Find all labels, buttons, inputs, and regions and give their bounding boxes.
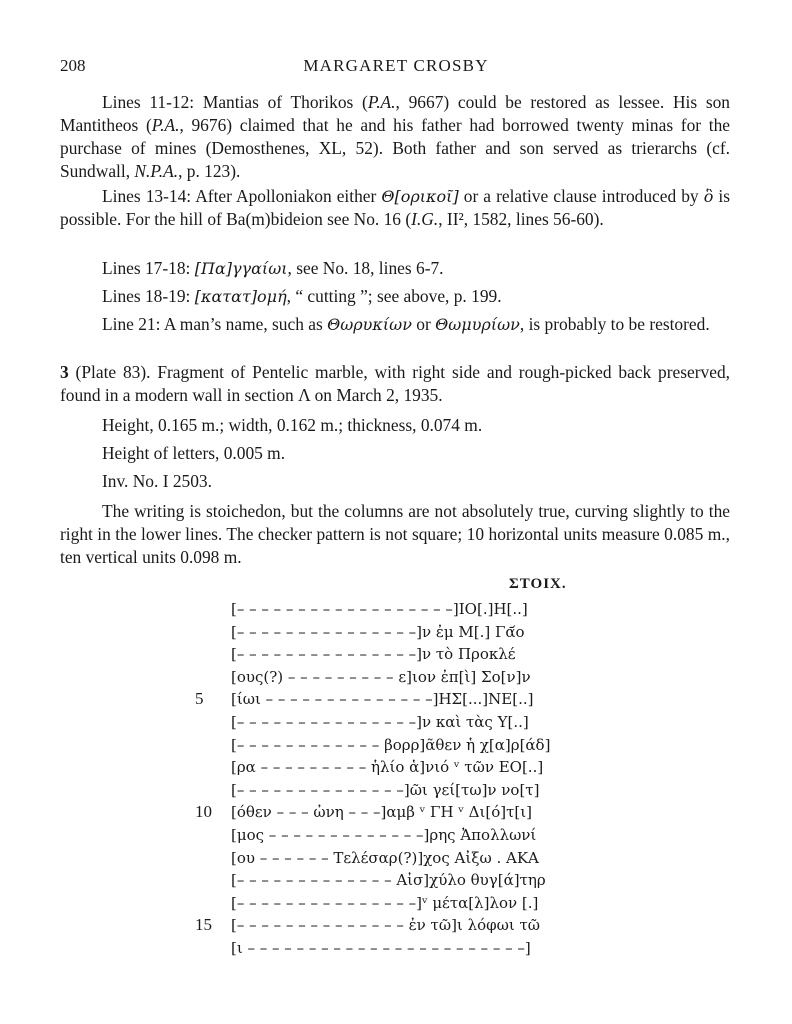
inscription-line (195, 937, 575, 960)
entry-description: The writing is stoichedon, but the columns are not absolutely true, curving slightly to the right in the lower lines. The checker pattern is not square; 10 horizontal units measure 0.085 m., ten vertical units 0.098 m. (60, 501, 730, 567)
inscription-line-text: [ρα – – – – – – – – – ἡλίο ἁ]νιό ᵛ τῶν ΕΟ[..] (231, 758, 544, 777)
line-number: 15 (195, 915, 212, 935)
citation: I.G. (411, 209, 439, 229)
commentary-paragraph (60, 257, 730, 280)
commentary-text: Mantias of Thorikos ( (194, 92, 368, 112)
inscription-line (195, 892, 575, 915)
commentary-text: , 9676) claimed that he and his father had borrowed twenty minas for the purchase of mines (Demosthenes, XL, 52). Both father and son served as trierarchs (cf. Sundwall, (60, 115, 730, 181)
commentary-paragraph (60, 185, 730, 231)
commentary-paragraph (60, 313, 730, 336)
commentary-text: or a relative clause introduced by (458, 186, 704, 206)
commentary-lead: Lines 17-18: (102, 258, 191, 278)
greek-text: [κατατ]ομή (194, 287, 287, 306)
entry-inventory: Inv. No. I 2503. (102, 471, 212, 491)
inscription-line (195, 914, 575, 937)
commentary-lead: Lines 18-19: (102, 286, 191, 306)
inscription-line (195, 711, 575, 734)
inscription-line (195, 598, 575, 621)
inscription-line-text: [– – – – – – – – – – – – – – ἐν τῶ]ι λόφωι τῶ (231, 916, 541, 935)
commentary-text: A man’s name, such as (160, 314, 328, 334)
inscription-line-text: [ίωι – – – – – – – – – – – – – –]ΗΣ[...]ΝΕ[..] (231, 690, 534, 709)
inscription-line-text: [ι – – – – – – – – – – – – – – – – – – – – – – –] (231, 938, 531, 957)
page-number: 208 (60, 56, 86, 75)
entry-number: 3 (60, 362, 69, 382)
inscription-line (195, 643, 575, 666)
commentary-lead: Line 21: (102, 314, 161, 334)
inscription-line-text: [– – – – – – – – – – – – – –]ῶι γεί[τω]ν νο[τ] (231, 780, 540, 799)
entry-paragraph (60, 361, 730, 407)
inscription-line-text: [– – – – – – – – – – – – βορρ]ᾶθεν ἡ χ[α]ρ[άδ] (231, 735, 551, 754)
greek-text: Θωρυκίων (327, 315, 412, 334)
inscription-line-text: [– – – – – – – – – – – – – – – – – –]ΙΟ[.]Η[..] (231, 600, 528, 618)
stoichedon-label: ΣΤΟΙΧ. (509, 576, 567, 592)
inscription-line (195, 847, 575, 870)
commentary-paragraph (60, 91, 730, 183)
inscription-line (195, 801, 575, 824)
commentary-text: , see No. 18, lines 6-7. (287, 258, 444, 278)
inscription-line-text: [μος – – – – – – – – – – – – –]ρης Ἀπολλωνί (231, 825, 537, 844)
commentary-text: , 9667) could be restored as lessee. His son Mantitheos ( (60, 92, 730, 135)
inscription-line (195, 666, 575, 689)
commentary-text: , II², 1582, lines 56-60). (438, 209, 604, 229)
line-number: 10 (195, 802, 212, 822)
inscription-line (195, 734, 575, 757)
inscription-line-text: [– – – – – – – – – – – – – Αἰσ]χύλο θυγ[ά]τηρ (231, 871, 546, 890)
commentary-text: , “ cutting ”; see above, p. 199. (286, 286, 502, 306)
inscription-line (195, 688, 575, 711)
inscription-line (195, 824, 575, 847)
line-number: 5 (195, 689, 204, 709)
greek-text: Θωμυρίων (435, 315, 520, 334)
greek-text: ὃ (703, 187, 714, 206)
greek-text: Θ[ορικοῖ] (381, 187, 459, 206)
inscription-line-text: [– – – – – – – – – – – – – – –]ᵛ μέτα[λ]λον [.] (231, 893, 539, 912)
inscription-line (195, 779, 575, 802)
page-header (60, 56, 732, 78)
commentary-text: After Apolloniakon either (191, 186, 382, 206)
commentary-text: or (411, 314, 436, 334)
entry-dimensions: Height, 0.165 m.; width, 0.162 m.; thickness, 0.074 m. (102, 415, 483, 435)
commentary-paragraph (60, 285, 730, 308)
inscription-line (195, 756, 575, 779)
running-head: MARGARET CROSBY (303, 56, 489, 75)
commentary-text: is possible. For the hill of Ba(m)bideion see No. 16 ( (60, 186, 731, 229)
inscription-line-text: [ους(?) – – – – – – – – – ε]ιον ἐπ[ὶ] Σο[ν]ν (231, 667, 531, 686)
citation: N.P.A. (134, 161, 179, 181)
commentary-lead: Lines 13-14: (102, 186, 192, 206)
commentary-lead: Lines 11-12: (102, 92, 195, 112)
citation: P.A. (151, 115, 180, 135)
inscription-line-text: [– – – – – – – – – – – – – – –]ν καὶ τὰς Υ[..] (231, 712, 529, 731)
commentary-text: , is probably to be restored. (519, 314, 710, 334)
citation: P.A. (367, 92, 396, 112)
inscription-line-text: [ου – – – – – – Τελέσαρ(?)]χος Αἰξω . ΑΚΑ (231, 848, 539, 867)
inscription-line-text: [όθεν – – – ὠνη – – –]αμβ ᵛ ΓΗ ᵛ Δι[ό]τ[ι] (231, 803, 532, 822)
inscription-text (195, 598, 575, 960)
inscription-line-text: [– – – – – – – – – – – – – – –]ν τὸ Προκλέ (231, 645, 516, 664)
inscription-line (195, 869, 575, 892)
inscription-line-text: [– – – – – – – – – – – – – – –]ν ἐμ Μ[.] Γα᷄ο (231, 622, 525, 641)
entry-letter-height: Height of letters, 0.005 m. (102, 443, 286, 463)
entry-text: (Plate 83). Fragment of Pentelic marble, with right side and rough-picked back preserved, found in a modern wall in section Λ on March 2, 1935. (60, 362, 730, 405)
inscription-line (195, 621, 575, 644)
greek-text: [Πα]γγαίωι (194, 259, 288, 278)
commentary-text: , p. 123). (178, 161, 241, 181)
